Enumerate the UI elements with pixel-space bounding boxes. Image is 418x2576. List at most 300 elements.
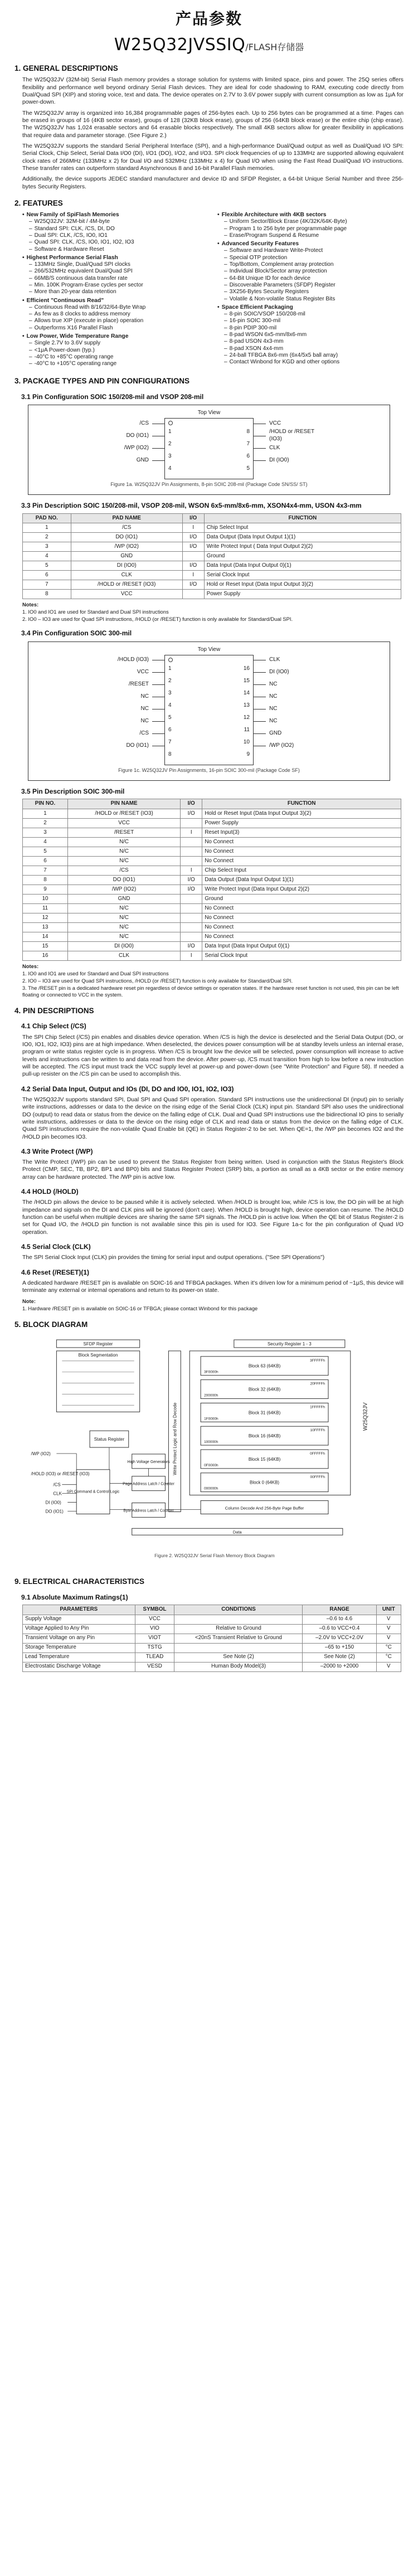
electrical-heading: 9. ELECTRICAL CHARACTERISTICS [14, 1577, 145, 1586]
table-cell: No Connect [202, 922, 401, 932]
table-header-cell: PAD NO. [23, 513, 71, 523]
table-row [23, 951, 401, 960]
pin-number: 3 [168, 453, 172, 460]
feature-item: – Individual Block/Sector array protection [217, 268, 404, 275]
pin-name: DI (IO0) [269, 456, 289, 463]
pin-name: /CS [139, 420, 149, 426]
chip-16-body [164, 655, 254, 765]
clk-signal-label: CLK [53, 1491, 62, 1496]
table-row [23, 866, 401, 875]
pin-name: /RESET [128, 681, 149, 688]
table-cell: 15 [23, 941, 68, 951]
pin-row [254, 703, 317, 716]
pin-lead [152, 460, 164, 461]
pin-name: NC [140, 693, 149, 700]
pin-description-8-notes [22, 601, 404, 623]
table-cell: No Connect [202, 856, 401, 866]
pin-lead [254, 733, 266, 734]
pin-row [254, 716, 317, 728]
pin-desc-16-heading: 3.5 Pin Description SOIC 300-mil [21, 788, 125, 796]
feature-group-heading: • Space Efficient Packaging [217, 304, 404, 311]
table-cell: DO (IO1) [71, 533, 182, 542]
table-header-cell: I/O [182, 513, 204, 523]
pin-row [254, 667, 317, 679]
pin-row [101, 417, 164, 430]
chip-16-right-pins [254, 647, 317, 752]
sfdp-register-label: SFDP Register [83, 1341, 113, 1347]
feature-item: – W25Q32JV: 32M-bit / 4M-byte [22, 218, 208, 225]
table-cell: –0.6 to VCC+0.4 [303, 1624, 376, 1634]
pin-row [101, 442, 164, 454]
block-diagram [22, 1336, 407, 1564]
table-cell: VCC [68, 818, 181, 828]
table-cell: /WP (IO2) [68, 884, 181, 894]
table-row [23, 913, 401, 922]
table-cell: Voltage Applied to Any Pin [23, 1624, 135, 1634]
table-cell: GND [71, 552, 182, 561]
feature-item: – Discoverable Parameters (SFDP) Register [217, 282, 404, 289]
table-row [23, 1615, 401, 1624]
hold-text: The /HOLD pin allows the device to be paused while it is actively selected. When /HOLD is brought low, while /CS is low, the DO pin will be at high impedance and signals on the DI and CLK pins will be ignored (don't care). When /HOLD is brought high, device operation can resume. The /HOLD function can be useful when multiple devices are sharing the same SPI signals. The /HOLD pin is active low. When the QE bit of Status Register-2 is set for Quad I/O, the /HOLD pin function is not available since this pin is used for IO3. See Figure 1a-c for the pin configuration of Quad I/O operation. [22, 1199, 404, 1236]
table-cell [182, 552, 204, 561]
table-header-cell: PARAMETERS [23, 1605, 135, 1615]
feature-item: – Contact Winbond for KGD and other options [217, 359, 404, 366]
table-cell: 3 [23, 542, 71, 552]
pin-number: 7 [168, 739, 172, 746]
table-cell: N/C [68, 903, 181, 913]
pin-lead [152, 684, 164, 685]
feature-item: – Quad SPI: CLK, /CS, IO0, IO1, IO2, IO3 [22, 239, 208, 246]
pin-row [254, 417, 317, 430]
memory-block-end-address: 1FFFFFh [310, 1405, 325, 1409]
table-cell: DI (IO0) [71, 561, 182, 571]
table-cell: N/C [68, 847, 181, 856]
table-cell: /CS [71, 523, 182, 533]
table-row [23, 523, 401, 533]
feature-item: – Program 1 to 256 byte per programmable page [217, 226, 404, 232]
feature-item: – Erase/Program Suspend & Resume [217, 232, 404, 239]
table-cell: V [376, 1634, 401, 1643]
table-cell: I/O [182, 561, 204, 571]
feature-item: – As few as 8 clocks to address memory [22, 311, 208, 318]
chip-8-right-pins [254, 410, 317, 466]
pin-row [101, 454, 164, 466]
table-row [23, 818, 401, 828]
pin-row [254, 691, 317, 703]
feature-item: – Allows true XIP (execute in place) operation [22, 318, 208, 324]
feature-group-heading: • Flexible Architecture with 4KB sectors [217, 211, 404, 218]
table-row [23, 1662, 401, 1671]
table-cell: V [376, 1662, 401, 1671]
pin-row [101, 430, 164, 442]
table-cell: 4 [23, 552, 71, 561]
pin-number: 2 [168, 441, 172, 448]
feature-item: – Outperforms X16 Parallel Flash [22, 325, 208, 332]
table-cell [181, 847, 202, 856]
memory-block-start-address: 100000h [204, 1440, 218, 1445]
pin-name: /WP (IO2) [124, 444, 149, 451]
table-cell: Electrostatic Discharge Voltage [23, 1662, 135, 1671]
table-cell: I [182, 571, 204, 580]
table-cell: 11 [23, 903, 68, 913]
part-number: W25Q32JVSSIQ [114, 35, 246, 55]
table-cell: DI (IO0) [68, 941, 181, 951]
data-bus-label: Data [232, 1529, 242, 1535]
table-header-cell: PIN NO. [23, 799, 68, 809]
table-cell: No Connect [202, 932, 401, 941]
table-header-cell: PAD NAME [71, 513, 182, 523]
table-header-cell: SYMBOL [135, 1605, 174, 1615]
table-cell: See Note (2) [303, 1652, 376, 1662]
table-cell: VCC [135, 1615, 174, 1624]
table-cell: Lead Temperature [23, 1652, 135, 1662]
pin-name: DI (IO0) [269, 669, 289, 675]
pin-number: 4 [168, 465, 172, 472]
table-cell: 13 [23, 922, 68, 932]
pin-name: NC [140, 718, 149, 725]
table-cell: I/O [181, 884, 202, 894]
table-cell: Storage Temperature [23, 1643, 135, 1652]
table-cell: 4 [23, 837, 68, 847]
pin-name: DO (IO1) [126, 432, 149, 439]
feature-group-heading: • New Family of SpiFlash Memories [22, 211, 208, 218]
table-cell: 16 [23, 951, 68, 960]
features-right-column [217, 211, 404, 368]
general-paragraph-2: The W25Q32JV array is organized into 16,384 programmable pages of 256-bytes each. Up to 256 bytes can be programmed at a time. Pages can be erased in groups of 16 (4KB sector erase), groups of 128 (32KB block erase), groups of 256 (64KB block erase) or the entire chip (chip erase). The W25Q32JV has 1,024 erasable sectors and 64 erasable blocks respectively. The small 4KB sectors allow for greater flexibility in applications that require data and parameter storage. (See Figure 2.) [22, 110, 404, 139]
table-cell: °C [376, 1643, 401, 1652]
table-cell [174, 1615, 303, 1624]
table-cell: 6 [23, 856, 68, 866]
table-cell: I/O [182, 533, 204, 542]
pin-row [254, 454, 317, 466]
pin-name: VCC [137, 669, 149, 675]
table-cell: 2 [23, 533, 71, 542]
table-cell: I/O [181, 875, 202, 884]
pin-config-8-heading: 3.1 Pin Configuration SOIC 150/208-mil and VSOP 208-mil [21, 392, 204, 401]
pin-number: 2 [168, 678, 172, 684]
table-cell: Power Supply [202, 818, 401, 828]
top-view-label: Top View [197, 410, 221, 416]
memory-block-label: Block 0 (64KB) [250, 1480, 280, 1485]
pin-number: 14 [243, 690, 250, 697]
feature-item: – 24-ball TFBGA 8x6-mm (6x4/5x5 ball array) [217, 352, 404, 359]
table-cell: V [376, 1624, 401, 1634]
pin-number: 11 [244, 727, 250, 733]
memory-block-label: Block 32 (64KB) [248, 1387, 281, 1392]
table-header-cell: FUNCTION [202, 799, 401, 809]
table-row [23, 903, 401, 913]
feature-group [217, 304, 404, 366]
table-cell [181, 894, 202, 903]
table-cell: VIOT [135, 1634, 174, 1643]
table-row [23, 884, 401, 894]
figure-1c-caption: Figure 1c. W25Q32JV Pin Assignments, 16-pin SOIC 300-mil (Package Code SF) [118, 767, 300, 773]
feature-item: – 8-pad WSON 6x5-mm/8x6-mm [217, 332, 404, 338]
pin-number: 5 [246, 465, 250, 472]
table-cell: –65 to +150 [303, 1643, 376, 1652]
table-header-row [23, 1605, 401, 1615]
note-item: 1. IO0 and IO1 are used for Standard and Dual SPI instructions [22, 970, 169, 976]
feature-group [22, 297, 208, 332]
pin-lead [152, 733, 164, 734]
table-row [23, 561, 401, 571]
pin-descriptions-heading: 4. PIN DESCRIPTIONS [14, 1007, 94, 1015]
chip-8-left-numbers [168, 426, 172, 475]
table-cell: Ground [204, 552, 401, 561]
block-segmentation-label: Block Segmentation [78, 1352, 118, 1358]
serial-clock-heading: 4.5 Serial Clock (CLK) [21, 1243, 91, 1251]
memory-block-end-address: 0FFFFFh [310, 1451, 325, 1456]
column-decode-label: Column Decode And 256-Byte Page Buffer [225, 1505, 304, 1511]
feature-item: – Top/Bottom, Complement array protection [217, 261, 404, 268]
pin-lead [254, 460, 266, 461]
part-suffix: /FLASH存储器 [245, 41, 304, 52]
pin1-notch-icon [168, 658, 173, 662]
table-cell [181, 837, 202, 847]
feature-item: – Special OTP protection [217, 255, 404, 261]
table-cell: DO (IO1) [68, 875, 181, 884]
pin-name: NC [269, 718, 278, 725]
table-cell: I/O [182, 580, 204, 590]
table-header-cell: UNIT [376, 1605, 401, 1615]
serial-clock-text: The SPI Serial Clock Input (CLK) pin provides the timing for serial input and output operations. ("See SPI Operations") [22, 1255, 325, 1261]
pin-row [101, 654, 164, 667]
feature-item: – -40°C to +85°C operating range [22, 354, 208, 361]
chip-8-body [164, 418, 254, 479]
table-cell: 7 [23, 580, 71, 590]
reset-heading: 4.6 Reset (/RESET)(1) [21, 1268, 90, 1276]
table-cell: GND [68, 894, 181, 903]
table-cell: 7 [23, 866, 68, 875]
table-cell: /HOLD or /RESET (IO3) [71, 580, 182, 590]
block-diagram-caption: Figure 2. W25Q32JV Serial Flash Memory Block Diagram [154, 1553, 275, 1559]
chip-8-left-pins [101, 410, 164, 466]
table-cell: VCC [71, 590, 182, 599]
table-cell: 9 [23, 884, 68, 894]
feature-item: – 3X256-Bytes Security Registers [217, 289, 404, 295]
reset-note-label: Note: [22, 1297, 36, 1304]
memory-block-end-address: 00FFFFh [310, 1475, 325, 1479]
pin-row [254, 654, 317, 667]
feature-group [22, 333, 208, 367]
pin-lead [254, 684, 266, 685]
general-descriptions-heading: 1. GENERAL DESCRIPTIONS [14, 64, 118, 73]
feature-item: – 266/532MHz equivalent Dual/Quad SPI [22, 268, 208, 275]
pin-name: CLK [269, 444, 280, 451]
pin-row [254, 740, 317, 752]
table-cell: 8 [23, 590, 71, 599]
table-cell: I/O [181, 809, 202, 818]
table-cell: 12 [23, 913, 68, 922]
table-cell: 8 [23, 875, 68, 884]
table-cell: VESD [135, 1662, 174, 1671]
status-register-label: Status Register [94, 1437, 125, 1442]
memory-block-start-address: 000000h [204, 1486, 218, 1491]
pin-name: CLK [269, 657, 280, 663]
memory-block-end-address: 3FFFFFh [310, 1358, 325, 1363]
feature-group [22, 254, 208, 296]
feature-item: – Uniform Sector/Block Erase (4K/32K/64K-Byte) [217, 218, 404, 225]
table-cell: Reset Input(3) [202, 828, 401, 837]
general-paragraph-3: The W25Q32JV supports the standard Serial Peripheral Interface (SPI), and a high-performance Dual/Quad output as well as Dual/Quad I/O SPI: Serial Clock, Chip Select, Serial Data I/O0 (DI), I/O1 (DO), I/O2, and I/O3. SPI clock frequencies of up to 133MHz are supported allowing equivalent clock rates of 266MHz (133MHz x 2) for Dual I/O and 532MHz (133MHz x 4) for Quad I/O when using the Fast Read Dual/Quad I/O instructions. These transfer rates can outperform standard Asynchronous 8 and 16-bit Parallel Flash memories. [22, 143, 404, 172]
table-cell: Serial Clock Input [204, 571, 401, 580]
device-label: W25Q32JV [362, 1402, 369, 1431]
table-row [23, 847, 401, 856]
table-cell: /WP (IO2) [71, 542, 182, 552]
features-left-column [22, 211, 208, 368]
pin-lead [152, 448, 164, 449]
pin-name: NC [140, 706, 149, 712]
pin-row [101, 691, 164, 703]
page-title: 产品参数 [175, 9, 242, 28]
table-cell [181, 922, 202, 932]
page-address-label: Page Address Latch / Counter [123, 1482, 174, 1486]
pin-config-16-heading: 3.4 Pin Configuration SOIC 300-mil [21, 629, 132, 638]
table-row [23, 941, 401, 951]
table-cell: Write Protect Input ( Data Input Output 2)(2) [204, 542, 401, 552]
table-header-row [23, 513, 401, 523]
table-row [23, 533, 401, 542]
table-cell: No Connect [202, 837, 401, 847]
memory-block-start-address: 200000h [204, 1393, 218, 1398]
table-row [23, 590, 401, 599]
note-item: 1. IO0 and IO1 are used for Standard and Dual SPI instructions [22, 609, 169, 615]
block-diagram-heading: 5. BLOCK DIAGRAM [14, 1320, 88, 1329]
pin-number: 9 [246, 751, 250, 758]
memory-block-end-address: 20FFFFh [310, 1382, 325, 1386]
package-types-heading: 3. PACKAGE TYPES AND PIN CONFIGURATIONS [14, 377, 190, 386]
pin1-notch-icon [168, 421, 173, 425]
feature-item: – Min. 100K Program-Erase cycles per sector [22, 282, 208, 289]
feature-group [22, 211, 208, 253]
pin-number: 6 [168, 727, 172, 733]
pin-number: 1 [168, 665, 172, 672]
table-cell: 5 [23, 847, 68, 856]
table-cell: Transient Voltage on any Pin [23, 1634, 135, 1643]
security-register-label: Security Register 1 - 3 [267, 1341, 312, 1347]
write-protect-logic-label: Write Protect Logic and Row Decode [172, 1402, 178, 1475]
serial-io-heading: 4.2 Serial Data Input, Output and IOs (DI, DO and IO0, IO1, IO2, IO3) [21, 1085, 234, 1093]
pin-number: 12 [243, 715, 250, 721]
table-header-row [23, 799, 401, 809]
high-voltage-label: High Voltage Generators [127, 1460, 170, 1464]
pin-name: /CS [139, 730, 149, 737]
table-cell [181, 932, 202, 941]
table-cell: N/C [68, 932, 181, 941]
feature-item: – Volatile & Non-volatile Status Register Bits [217, 296, 404, 303]
feature-item: – Software & Hardware Reset [22, 246, 208, 253]
pin-name: /HOLD or /RESET (IO3) [269, 429, 314, 443]
table-cell: I/O [182, 542, 204, 552]
feature-item: – Single 2.7V to 3.6V supply [22, 340, 208, 347]
pin-number: 6 [246, 453, 250, 460]
chip-select-heading: 4.1 Chip Select (/CS) [21, 1022, 86, 1031]
feature-item: – 133MHz Single, Dual/Quad SPI clocks [22, 261, 208, 268]
table-cell: –2000 to +2000 [303, 1662, 376, 1671]
feature-item: – <1μA Power-down (typ.) [22, 347, 208, 354]
pin-row [254, 430, 317, 442]
table-row [23, 542, 401, 552]
table-cell: N/C [68, 856, 181, 866]
table-cell [181, 913, 202, 922]
table-cell: 1 [23, 523, 71, 533]
table-cell: Ground [202, 894, 401, 903]
pin-name: NC [269, 693, 278, 700]
pin-number: 5 [168, 715, 172, 721]
table-cell: Data Input (Data Input Output 0)(1) [202, 941, 401, 951]
table-header-cell: PIN NAME [68, 799, 181, 809]
table-cell: 1 [23, 809, 68, 818]
product-title [14, 35, 404, 56]
table-row [23, 875, 401, 884]
pin-number: 4 [168, 702, 172, 709]
pin-row [254, 728, 317, 740]
general-paragraph-4: Additionally, the device supports JEDEC standard manufacturer and device ID and SFDP Register, a 64-bit Unique Serial Number and three 256-bytes Security Registers. [22, 176, 404, 190]
table-cell: CLK [68, 951, 181, 960]
notes-label: Notes: [22, 601, 39, 608]
table-row [23, 837, 401, 847]
table-cell: Human Body Model(3) [174, 1662, 303, 1671]
feature-item: – 8-pin PDIP 300-mil [217, 325, 404, 332]
pin-name: GND [136, 456, 149, 463]
pin-description-16-notes [22, 963, 404, 998]
pin-number: 7 [246, 441, 250, 448]
pin-row [101, 679, 164, 691]
block-segmentation-box [56, 1351, 139, 1412]
notes-label: Notes: [22, 963, 39, 969]
table-header-cell: FUNCTION [204, 513, 401, 523]
table-cell: I/O [181, 941, 202, 951]
feature-group [217, 240, 404, 303]
table-cell: See Note (2) [174, 1652, 303, 1662]
table-row [23, 894, 401, 903]
memory-block-label: Block 15 (64KB) [248, 1456, 281, 1462]
pin-row [254, 442, 317, 454]
pin-name: GND [269, 730, 282, 737]
table-cell: I [182, 523, 204, 533]
table-cell: 3 [23, 828, 68, 837]
table-cell: I [181, 828, 202, 837]
pin-lead [152, 672, 164, 673]
figure-1a-caption: Figure 1a. W25Q32JV Pin Assignments, 8-pin SOIC 208-mil (Package Code SN/SS/ ST) [110, 481, 308, 487]
pin-description-table-16 [22, 799, 401, 961]
table-row [23, 580, 401, 590]
pin-lead [254, 721, 266, 722]
table-cell: CLK [71, 571, 182, 580]
do-signal-label: DO (IO1) [45, 1509, 64, 1514]
top-view-label-16: Top View [197, 646, 221, 653]
memory-block-label: Block 63 (64KB) [248, 1363, 281, 1369]
pin-number: 1 [168, 429, 172, 435]
table-row [23, 1643, 401, 1652]
pin-number: 13 [243, 702, 250, 709]
di-signal-label: DI (IO0) [45, 1500, 61, 1505]
note-item: 2. IO0 – IO3 are used for Quad SPI instructions, /HOLD (or /RESET) function is only available for Standard/Dual SPI. [22, 616, 293, 623]
pin-description-table-8 [22, 513, 401, 600]
reset-note-text: 1. Hardware /RESET pin is available on SOIC-16 or TFBGA; please contact Winbond for this package [22, 1305, 258, 1311]
chip-16-right-numbers [244, 663, 250, 761]
table-cell [181, 856, 202, 866]
pin-row [101, 703, 164, 716]
table-row [23, 1634, 401, 1643]
table-cell: Supply Voltage [23, 1615, 135, 1624]
feature-item: – 8-pin SOIC/VSOP 150/208-mil [217, 311, 404, 318]
write-protect-heading: 4.3 Write Protect (/WP) [21, 1147, 93, 1155]
pin-name: VCC [269, 420, 281, 426]
memory-block-end-address: 10FFFFh [310, 1428, 325, 1433]
feature-group-heading: • Low Power, Wide Temperature Range [22, 333, 208, 340]
pin-row [101, 716, 164, 728]
